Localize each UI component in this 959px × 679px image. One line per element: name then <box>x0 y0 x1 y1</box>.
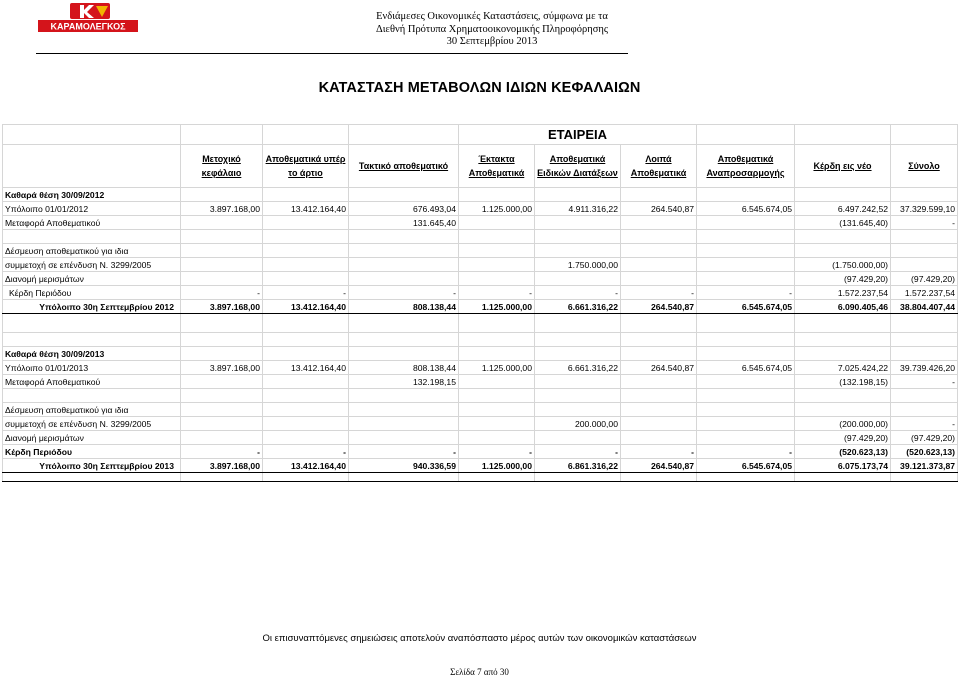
value-cell <box>263 389 349 403</box>
value-cell <box>795 403 891 417</box>
value-cell <box>181 375 263 389</box>
value-cell <box>697 272 795 286</box>
row-label: Διανομή μερισμάτων <box>3 272 181 286</box>
value-cell <box>795 333 891 347</box>
value-cell: 6.545.674,05 <box>697 459 795 473</box>
header-line-1: Ενδιάμεσες Οικονομικές Καταστάσεις, σύμφωνα με τα <box>376 11 608 22</box>
row-label <box>3 333 181 347</box>
value-cell: - <box>621 445 697 459</box>
value-cell: (131.645,40) <box>795 216 891 230</box>
row-label: Υπόλοιπο 30η Σεπτεμβρίου 2013 <box>3 459 181 473</box>
value-cell <box>181 258 263 272</box>
value-cell: 13.412.164,40 <box>263 459 349 473</box>
value-cell: 940.336,59 <box>349 459 459 473</box>
value-cell <box>459 403 535 417</box>
value-cell <box>621 258 697 272</box>
value-cell <box>891 314 958 333</box>
row-label <box>3 389 181 403</box>
value-cell <box>795 230 891 244</box>
logo-wordmark: ΚΑΡΑΜΟΛΕΓΚΟΣ <box>50 21 126 32</box>
value-cell <box>697 188 795 202</box>
value-cell <box>697 473 795 482</box>
value-cell: 808.138,44 <box>349 300 459 314</box>
value-cell: 3.897.168,00 <box>181 300 263 314</box>
value-cell <box>535 403 621 417</box>
value-cell: (97.429,20) <box>891 272 958 286</box>
row-label: Υπόλοιπο 30η Σεπτεμβρίου 2012 <box>3 300 181 314</box>
value-cell <box>535 230 621 244</box>
value-cell <box>263 314 349 333</box>
value-cell: 1.125.000,00 <box>459 459 535 473</box>
value-cell <box>535 333 621 347</box>
value-cell <box>263 473 349 482</box>
value-cell: 6.545.674,05 <box>697 361 795 375</box>
value-cell: (520.623,13) <box>891 445 958 459</box>
value-cell <box>697 403 795 417</box>
value-cell: 7.025.424,22 <box>795 361 891 375</box>
value-cell <box>263 216 349 230</box>
row-label: Υπόλοιπο 01/01/2012 <box>3 202 181 216</box>
value-cell: - <box>459 445 535 459</box>
row-label: Καθαρά θέση 30/09/2012 <box>3 188 181 202</box>
value-cell <box>181 333 263 347</box>
value-cell: 676.493,04 <box>349 202 459 216</box>
column-header: Αποθεματικά Ειδικών Διατάξεων <box>535 145 621 188</box>
value-cell <box>891 244 958 258</box>
value-cell <box>181 417 263 431</box>
value-cell <box>459 473 535 482</box>
value-cell: 6.497.242,52 <box>795 202 891 216</box>
value-cell <box>263 244 349 258</box>
value-cell: 39.739.426,20 <box>891 361 958 375</box>
value-cell <box>891 473 958 482</box>
value-cell <box>349 230 459 244</box>
value-cell <box>535 244 621 258</box>
column-header: Λοιπά Αποθεματικά <box>621 145 697 188</box>
value-cell <box>621 417 697 431</box>
value-cell <box>697 417 795 431</box>
value-cell: - <box>621 286 697 300</box>
header-line-3: 30 Σεπτεμβρίου 2013 <box>446 36 538 47</box>
row-label: Κέρδη Περιόδου <box>3 445 181 459</box>
value-cell: 4.911.316,22 <box>535 202 621 216</box>
value-cell <box>621 230 697 244</box>
value-cell: 1.572.237,54 <box>795 286 891 300</box>
table-row <box>3 473 958 482</box>
footnote: Οι επισυναπτόμενες σημειώσεις αποτελούν αναπόσπαστο μέρος αυτών των οικονομικών καταστάσεων <box>262 633 697 644</box>
value-cell: 808.138,44 <box>349 361 459 375</box>
value-cell <box>795 314 891 333</box>
value-cell <box>621 403 697 417</box>
value-cell <box>263 347 349 361</box>
table-row <box>3 230 958 244</box>
value-cell: - <box>181 445 263 459</box>
value-cell <box>621 272 697 286</box>
table-row <box>3 258 958 272</box>
value-cell <box>697 244 795 258</box>
value-cell <box>795 347 891 361</box>
value-cell <box>459 347 535 361</box>
value-cell: - <box>181 286 263 300</box>
value-cell <box>697 431 795 445</box>
value-cell: 6.661.316,22 <box>535 300 621 314</box>
value-cell <box>349 333 459 347</box>
row-label: Δέσμευση αποθεματικού για ιδια <box>3 244 181 258</box>
table-row <box>3 375 958 389</box>
value-cell <box>459 244 535 258</box>
row-label: συμμετοχή σε επένδυση Ν. 3299/2005 <box>3 258 181 272</box>
value-cell <box>795 188 891 202</box>
value-cell <box>891 258 958 272</box>
value-cell <box>535 473 621 482</box>
value-cell <box>535 216 621 230</box>
value-cell: - <box>535 286 621 300</box>
value-cell <box>535 272 621 286</box>
value-cell <box>459 431 535 445</box>
value-cell <box>459 216 535 230</box>
value-cell <box>349 473 459 482</box>
value-cell: 1.125.000,00 <box>459 202 535 216</box>
value-cell: (200.000,00) <box>795 417 891 431</box>
value-cell: 6.861.316,22 <box>535 459 621 473</box>
value-cell <box>697 375 795 389</box>
table-row <box>3 417 958 431</box>
value-cell: 264.540,87 <box>621 459 697 473</box>
table-row <box>3 216 958 230</box>
table-row <box>3 389 958 403</box>
value-cell <box>263 333 349 347</box>
header-rule <box>36 53 628 54</box>
value-cell <box>535 314 621 333</box>
value-cell <box>621 188 697 202</box>
table-row <box>3 347 958 361</box>
value-cell <box>621 244 697 258</box>
value-cell <box>891 389 958 403</box>
value-cell <box>263 417 349 431</box>
row-label: συμμετοχή σε επένδυση Ν. 3299/2005 <box>3 417 181 431</box>
company-label: ΕΤΑΙΡΕΙΑ <box>459 125 697 145</box>
document-header <box>372 11 612 49</box>
value-cell <box>621 389 697 403</box>
column-header: Αποθεματικά Αναπροσαρμογής <box>697 145 795 188</box>
value-cell: 13.412.164,40 <box>263 300 349 314</box>
value-cell <box>181 230 263 244</box>
value-cell <box>459 333 535 347</box>
value-cell: - <box>697 445 795 459</box>
value-cell <box>621 314 697 333</box>
table-row <box>3 431 958 445</box>
value-cell <box>181 347 263 361</box>
value-cell: 37.329.599,10 <box>891 202 958 216</box>
value-cell <box>621 216 697 230</box>
equity-changes-table <box>2 124 958 482</box>
value-cell: 6.075.173,74 <box>795 459 891 473</box>
row-label: Δέσμευση αποθεματικού για ιδια <box>3 403 181 417</box>
value-cell <box>697 230 795 244</box>
value-cell <box>181 403 263 417</box>
value-cell <box>891 188 958 202</box>
row-label: Υπόλοιπο 01/01/2013 <box>3 361 181 375</box>
column-header: Μετοχικό κεφάλαιο <box>181 145 263 188</box>
row-label: Μεταφορά Αποθεματικού <box>3 216 181 230</box>
value-cell <box>263 258 349 272</box>
table-row <box>3 445 958 459</box>
value-cell <box>621 473 697 482</box>
value-cell <box>349 314 459 333</box>
value-cell: 131.645,40 <box>349 216 459 230</box>
value-cell: - <box>349 445 459 459</box>
value-cell <box>181 431 263 445</box>
value-cell <box>263 230 349 244</box>
value-cell <box>535 431 621 445</box>
value-cell <box>795 244 891 258</box>
value-cell: 3.897.168,00 <box>181 361 263 375</box>
value-cell: 6.545.674,05 <box>697 202 795 216</box>
value-cell: 6.661.316,22 <box>535 361 621 375</box>
table-row <box>3 459 958 473</box>
value-cell <box>621 347 697 361</box>
value-cell <box>349 244 459 258</box>
column-header: Έκτακτα Αποθεματικά <box>459 145 535 188</box>
value-cell <box>621 431 697 445</box>
value-cell <box>459 258 535 272</box>
table-row <box>3 272 958 286</box>
value-cell <box>795 473 891 482</box>
value-cell: - <box>891 417 958 431</box>
table-row <box>3 286 958 300</box>
header-line-2: Διεθνή Πρότυπα Χρηματοοικονομικής Πληροφόρησης <box>375 23 609 35</box>
value-cell: 264.540,87 <box>621 202 697 216</box>
value-cell <box>535 188 621 202</box>
row-label: Καθαρά θέση 30/09/2013 <box>3 347 181 361</box>
value-cell: (1.750.000,00) <box>795 258 891 272</box>
value-cell <box>181 272 263 286</box>
value-cell: 264.540,87 <box>621 361 697 375</box>
value-cell: 1.125.000,00 <box>459 300 535 314</box>
column-header: Αποθεματικά υπέρ το άρτιο <box>263 145 349 188</box>
value-cell: (97.429,20) <box>795 431 891 445</box>
value-cell <box>263 403 349 417</box>
page-title: ΚΑΤΑΣΤΑΣΗ ΜΕΤΑΒΟΛΩΝ ΙΔΙΩΝ ΚΕΦΑΛΑΙΩΝ <box>318 80 641 96</box>
value-cell <box>697 314 795 333</box>
row-label <box>3 473 181 482</box>
value-cell <box>697 216 795 230</box>
value-cell <box>459 389 535 403</box>
value-cell <box>263 375 349 389</box>
value-cell <box>459 188 535 202</box>
value-cell <box>697 347 795 361</box>
value-cell: - <box>263 445 349 459</box>
table-row <box>3 361 958 375</box>
value-cell: 6.090.405,46 <box>795 300 891 314</box>
value-cell: (97.429,20) <box>795 272 891 286</box>
value-cell <box>181 314 263 333</box>
value-cell: - <box>349 286 459 300</box>
value-cell <box>349 188 459 202</box>
value-cell <box>535 389 621 403</box>
value-cell: (520.623,13) <box>795 445 891 459</box>
value-cell: 6.545.674,05 <box>697 300 795 314</box>
value-cell <box>891 333 958 347</box>
value-cell: 132.198,15 <box>349 375 459 389</box>
table-row <box>3 188 958 202</box>
value-cell <box>891 230 958 244</box>
value-cell <box>459 230 535 244</box>
column-header: Σύνολο <box>891 145 958 188</box>
value-cell <box>181 188 263 202</box>
value-cell <box>181 389 263 403</box>
column-header: Τακτικό αποθεματικό <box>349 145 459 188</box>
value-cell: 3.897.168,00 <box>181 202 263 216</box>
row-label <box>3 230 181 244</box>
value-cell: 1.125.000,00 <box>459 361 535 375</box>
table-row <box>3 202 958 216</box>
value-cell <box>891 347 958 361</box>
value-cell <box>697 333 795 347</box>
column-header: Κέρδη εις νέο <box>795 145 891 188</box>
table-row <box>3 244 958 258</box>
value-cell <box>349 403 459 417</box>
column-header-row <box>3 145 958 188</box>
value-cell <box>263 188 349 202</box>
value-cell: 38.804.407,44 <box>891 300 958 314</box>
value-cell <box>349 431 459 445</box>
value-cell <box>697 258 795 272</box>
value-cell: - <box>891 216 958 230</box>
value-cell <box>349 347 459 361</box>
value-cell <box>349 389 459 403</box>
value-cell <box>263 272 349 286</box>
company-header-row <box>3 125 958 145</box>
value-cell: - <box>697 286 795 300</box>
value-cell: - <box>263 286 349 300</box>
value-cell: 3.897.168,00 <box>181 459 263 473</box>
value-cell <box>535 347 621 361</box>
value-cell <box>181 244 263 258</box>
value-cell <box>795 389 891 403</box>
company-logo <box>36 3 140 33</box>
value-cell <box>621 375 697 389</box>
value-cell <box>535 375 621 389</box>
value-cell: - <box>891 375 958 389</box>
row-label: Διανομή μερισμάτων <box>3 431 181 445</box>
table-row <box>3 314 958 333</box>
value-cell: 1.572.237,54 <box>891 286 958 300</box>
value-cell: 264.540,87 <box>621 300 697 314</box>
value-cell: 200.000,00 <box>535 417 621 431</box>
page-number: Σελίδα 7 από 30 <box>450 667 509 677</box>
value-cell: (132.198,15) <box>795 375 891 389</box>
value-cell <box>621 333 697 347</box>
value-cell: 13.412.164,40 <box>263 202 349 216</box>
value-cell <box>459 417 535 431</box>
value-cell <box>459 375 535 389</box>
value-cell <box>181 216 263 230</box>
row-label <box>3 314 181 333</box>
value-cell: 13.412.164,40 <box>263 361 349 375</box>
row-label: Μεταφορά Αποθεματικού <box>3 375 181 389</box>
value-cell <box>459 272 535 286</box>
value-cell <box>349 417 459 431</box>
table-row <box>3 300 958 314</box>
value-cell: (97.429,20) <box>891 431 958 445</box>
table-row <box>3 333 958 347</box>
value-cell: 1.750.000,00 <box>535 258 621 272</box>
value-cell: - <box>535 445 621 459</box>
value-cell <box>697 389 795 403</box>
value-cell <box>459 314 535 333</box>
table-row <box>3 403 958 417</box>
value-cell <box>263 431 349 445</box>
row-label: Κέρδη Περιόδου <box>3 286 181 300</box>
value-cell <box>181 473 263 482</box>
value-cell: 39.121.373,87 <box>891 459 958 473</box>
value-cell <box>891 403 958 417</box>
value-cell <box>349 272 459 286</box>
value-cell <box>349 258 459 272</box>
value-cell: - <box>459 286 535 300</box>
